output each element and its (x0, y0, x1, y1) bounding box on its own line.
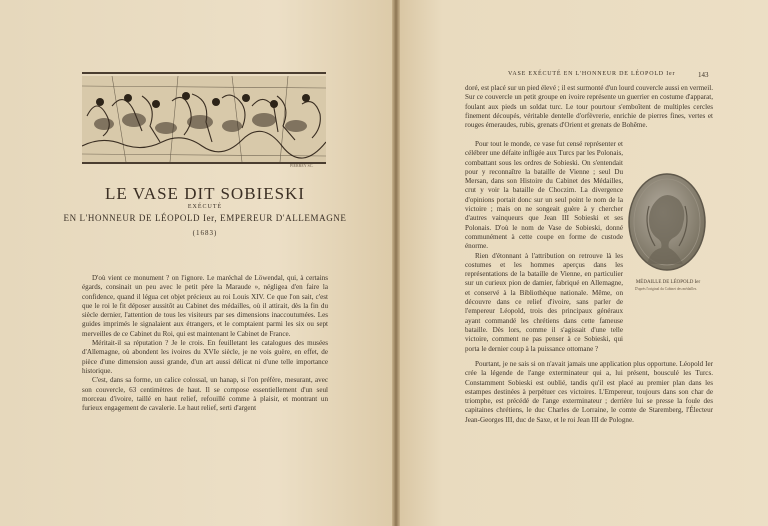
right-top-text (465, 84, 713, 130)
battle-frieze-engraving (82, 76, 326, 162)
paragraph: Pour tout le monde, ce vase fut censé représenter et célébrer une défaite infligée aux Turcs par les Polonais, combattant sous les ordres de Sobieski. On s'entendait pour y reconnaître la bataille de Vienne ; seul Du Mersan, dans son Histoire du Cabinet des Médailles, crut y voir la bataille de Choczim. La divergence d'opinions portait donc sur un seul point le nom de la victoire ; mais on ne songeait guère à y chercher d'autres vainqueurs que Jean III Sobieski et ses Polonais. D'où le nom de Vase de Sobieski, donné communément à cette coupe en forme de custode énorme. (465, 140, 623, 251)
left-body-text (82, 274, 328, 413)
chapter-title: LE VASE DIT SOBIESKI (105, 184, 305, 203)
right-bottom-text (465, 360, 713, 425)
subtitle-executed: EXÉCUTÉ (187, 204, 223, 210)
paragraph: Pourtant, je ne sais si on n'avait jamais une application plus opportune. Léopold Ier crée la légende de l'ange exterminateur qui a, lui présent, bousculé les Turcs. Constamment Sobieski est oublié, tandis qu'il est placé au premier plan dans les estampes destinées à perpétuer ces victoires. L'Empereur, toujours dans son char de triomphe, est précédé de l'ange exterminateur ; derrière lui se presse la foule des capitaines chrétiens, le duc Charles de Lorraine, le comte de Staremberg, l'Électeur Jean-Georges III, duc de Saxe, et le roi Jean III de Pologne. (465, 360, 713, 424)
running-head: VASE EXÉCUTÉ EN L'HONNEUR DE LÉOPOLD Ier (508, 71, 676, 77)
chapter-subtitle: EN L'HONNEUR DE LÉOPOLD Ier, EMPEREUR D'ALLEMAGNE (63, 213, 347, 223)
paragraph: C'est, dans sa forme, un calice colossal, un hanap, si l'on préfère, mesurant, avec son couvercle, 63 centimètres de haut. Il se compose essentiellement d'un seul morceau d'ivoire, taillé en haut relief, refouillé comme à plaisir, et montrant un furieux engagement de cavalerie. Le haut relief, serti d'argent (82, 376, 328, 413)
frieze-credit: PIERREY SC. (290, 163, 314, 168)
frieze-top-rule (82, 72, 326, 74)
chapter-year: (1683) (192, 229, 218, 237)
paragraph: Rien d'étonnant à l'attribution on retrouve là les costumes et les hommes aperçus dans les représentations de la bataille de Vienne, en particulier sur un curieux pion de damier, fabriqué en Allemagne, et conservé à la Bibliothèque nationale. Même, on découvre dans ce relief d'ivoire, sans parler de l'empereur Léopold, trois des principaux généraux ayant commandé les chrétiens dans cette fameuse bataille. Dès lors, comme il s'agissait d'une telle victoire, comment ne pas penser à ce Sobieski, qui porta le dernier coup à la puissance ottomane ? (465, 251, 623, 353)
medal-portrait-leopold (627, 172, 707, 272)
paragraph: doré, est placé sur un pied élevé ; il est surmonté d'un lourd couvercle aussi en vermeil. Sur ce couvercle un petit groupe en ivoire représente un guerrier en costume d'apparat, foulant aux pieds un soldat turc. Le tour pourtour s'emboîtent de multiples cercles finement découpés, véritable dentelle d'orfèvrerie, enrichie de pierres fines, vertes et rouges émeraudes, rubis, grenats d'Orient et grenats de Bohême. (465, 84, 713, 130)
book-gutter (392, 0, 400, 526)
paragraph: D'où vient ce monument ? on l'ignore. Le maréchal de Löwendal, qui, à certains égards, consinait un peu avec le petit père la Maraude », négligea d'en faire la confidence, quand il légua cet objet précieux au roi Louis XIV. Ce que l'on sait, c'est que le roi le fit déposer aussitôt au Cabinet des médailles, où il attirait, dès la fin du siècle dernier, l'attention de tous les visiteurs par ses dimensions inaccoutumées. Les guides imprimés le signalaient aux étrangers, et le comptaient parmi les six ou sept merveilles de ce Cabinet du Roi, qui est maintenant le Cabinet de France. (82, 274, 328, 338)
medal-caption: MÉDAILLE DE LÉOPOLD Ier (635, 280, 701, 285)
page-number: 143 (698, 71, 709, 79)
right-narrow-text (465, 140, 623, 354)
paragraph: Méritait-il sa réputation ? Je le crois. En feuilletant les catalogues des musées d'Allemagne, où abondent les ivoires du XVIe siècle, je ne vois guère, en effet, de pièce d'une dimension aussi grande, d'un art aussi délicat ni d'une telle importance historique. (82, 339, 328, 375)
medal-subcaption: D'après l'original du Cabinet des médailles. (634, 287, 698, 291)
